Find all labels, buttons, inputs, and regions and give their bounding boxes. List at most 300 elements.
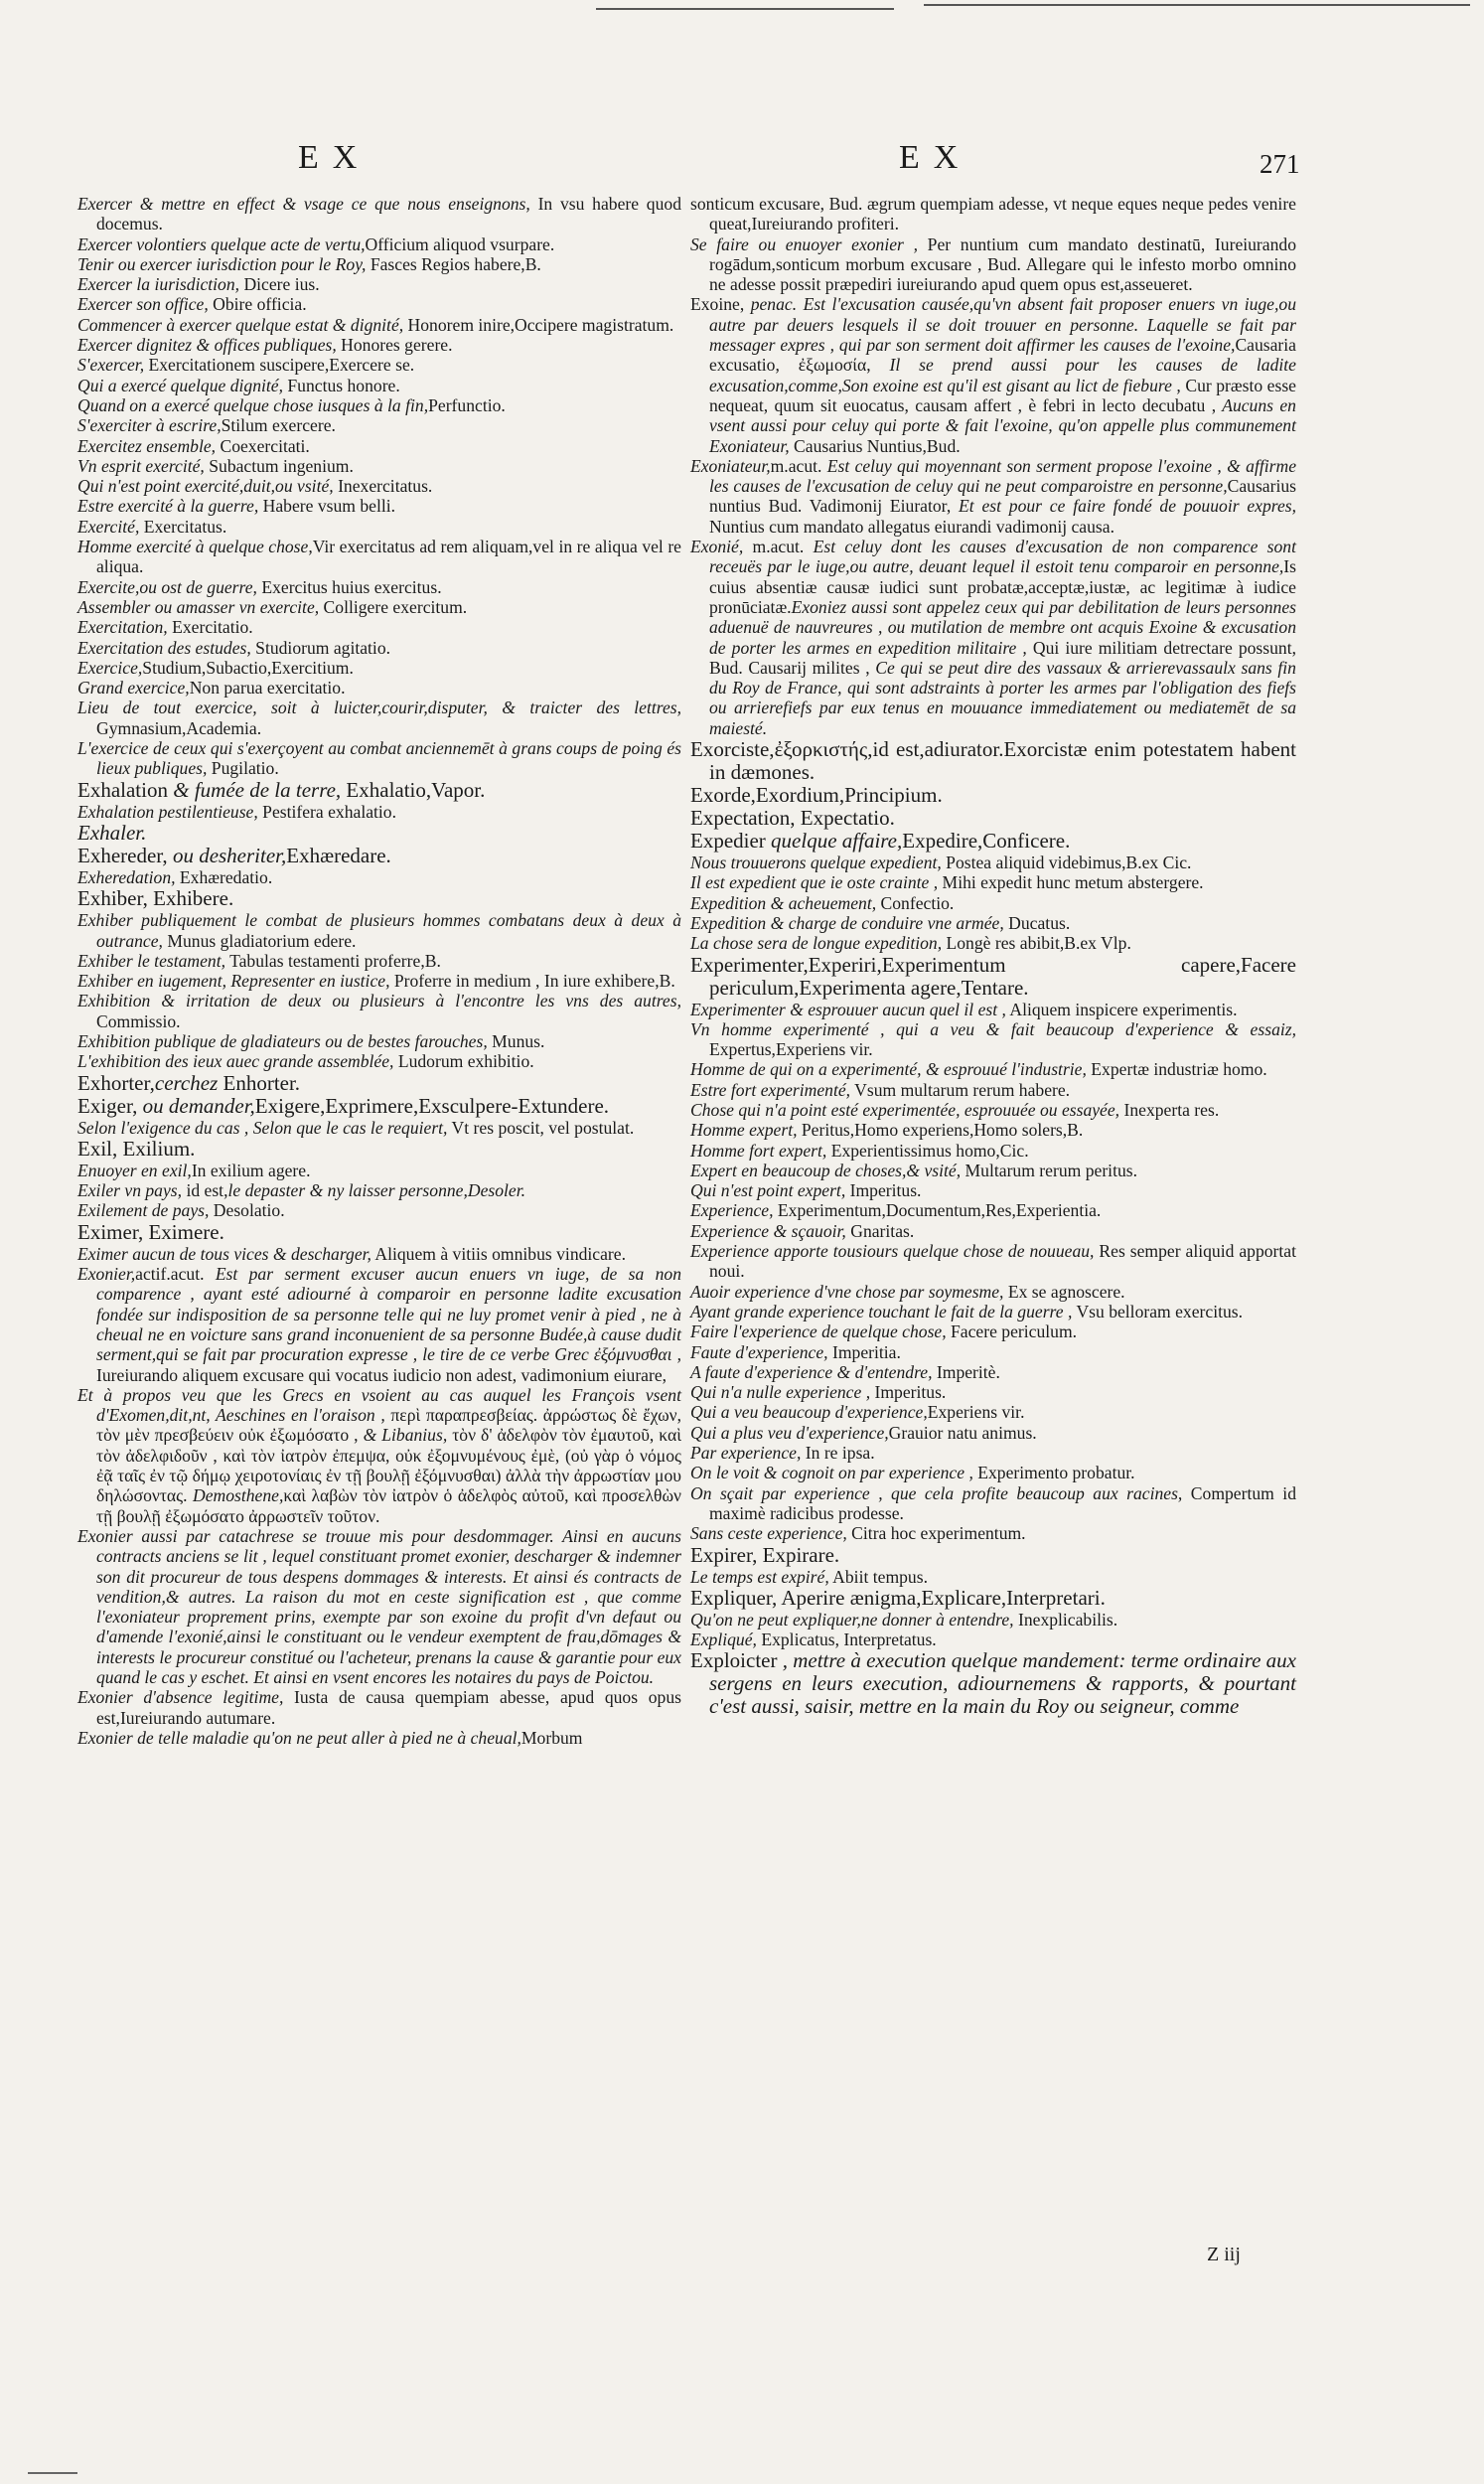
dictionary-entry [690,537,1296,738]
latin-text: Experientissimus homo,Cic. [826,1140,1029,1161]
french-text: Auoir experience d'vne chose par soymesme, [690,1281,1004,1302]
french-text: Experimenter & esprouuer aucun quel il est , [690,999,1006,1019]
latin-text: Exhiber, [77,886,148,911]
latin-text: Colligere exercitum. [319,596,468,617]
french-text: Exercer & mettre en effect & vsage ce que nous enseignons, [77,194,530,214]
dictionary-entry [77,517,681,537]
latin-text: Multarum rerum peritus. [961,1160,1137,1180]
dictionary-entry [690,456,1296,537]
latin-text: id est, [182,1180,228,1201]
french-text: Estre exercité à la guerre, [77,496,259,517]
dictionary-entry [77,951,681,971]
left-column [77,194,681,1748]
french-text: Qui n'est point expert, [690,1180,846,1201]
latin-text: Coexercitati. [216,435,310,456]
latin-text: Explicatus, Interpretatus. [756,1630,937,1650]
latin-text: Exhalatio,Vapor. [341,777,486,802]
latin-text: Inexperta res. [1119,1099,1220,1120]
dictionary-entry [690,1443,1296,1463]
latin-text: Causarius Nuntius,Bud. [789,435,961,456]
french-text: Exhiber publiquement le combat de plusieurs hommes combatans deux à deux à outrance, [77,910,681,951]
dictionary-entry [77,1161,681,1180]
french-text: Demosthene, [192,1485,284,1506]
french-text: On le voit & cognoit on par experience , [690,1463,973,1483]
dictionary-entry [77,971,681,991]
latin-text: Nuntius cum mandato allegatus eiurandi vadimonij causa. [709,516,1114,537]
latin-text: Is cuius absentiæ causæ iudici sunt probatæ,acceptæ,iustæ, ac legitimæ à iudice pronūciatæ. [709,556,1296,617]
dictionary-entry [690,1221,1296,1241]
dictionary-entry [77,1031,681,1051]
french-text: Quand on a exercé quelque chose iusques à la fin, [77,394,429,415]
dictionary-entry [690,1649,1296,1718]
latin-text: τὸν δ' ἀδελφὸν τὸν ἐμαυτοῦ, καὶ τὸν ἀδελφιδοῦν , καὶ τὸν ἰατρὸν ἐπεμψα, οὐκ ἐξομνυμένους ἐμὲ, (οὐ γὰρ ὁ νόμος ἐᾷ ταῖς ἐν τῷ δήμῳ χειροτονίαις ἐν τῇ βουλῇ ἐξόμνυσθαι) ἀλλὰ τὴν ἀρρωστίαν μου δηλώσοντας. [96,1425,681,1506]
french-text: Vn esprit exercité, [77,455,205,476]
dictionary-entry [690,1059,1296,1079]
french-text: Exoniateur, [690,455,771,476]
dictionary-entry [690,1362,1296,1382]
latin-text: Stilum exercere. [221,415,336,436]
french-text: Exercer la iurisdiction, [77,274,240,295]
dictionary-entry [690,1382,1296,1402]
french-text: Nous trouuerons quelque expedient, [690,853,942,873]
french-text: Homme fort expert, [690,1140,827,1161]
latin-text: Exercitatus. [139,516,227,537]
french-text: Qui a plus veu d'experience, [690,1422,889,1443]
latin-text: Ex se agnoscere. [1003,1281,1125,1302]
french-text: Et est pour ce faire fondé de pouuoir expres, [951,496,1296,517]
french-text: Enuoyer en exil, [77,1160,192,1180]
french-text: Est par serment excuser aucun enuers vn iuge, de sa non comparence , ayant esté adiourné à comparoir en personne ladite excusation fondée sur indisposition de sa personne telle qui ne luy promet venir à pied , ne à cheual ne en voicture sans grand inconuenient de sa personne Budée,à cause dudit serment,qui se fait par procuration expresse , le tire de ce verbe Grec ἐξόμνυσθαι , [96,1264,681,1365]
latin-text: Grauior natu animus. [888,1422,1037,1443]
french-text: Exercer dignitez & offices publiques, [77,335,337,356]
french-text: ou desheriter, [167,843,287,867]
latin-text: Exil, [77,1136,118,1161]
latin-text: Per nuntium cum mandato destinatū, Iureiurando rogādum,sonticum morbum excusare , Bud. Allegare qui le infesto morbo omnino ne adesse possit præpediri iureiurando apud quem opus est,asseueret. [709,233,1296,295]
latin-text: Experiri,Experimentum capere,Facere periculum,Experimenta agere,Tentare. [709,952,1296,1000]
dictionary-entry [77,597,681,617]
dictionary-entry [77,1221,681,1244]
french-text: Exercitation des estudes, [77,637,251,658]
dictionary-entry [690,1000,1296,1019]
latin-text: Experimenter, [690,952,809,977]
latin-text: Exhalation [77,777,168,802]
french-text: Exiler vn pays, [77,1180,183,1201]
french-text: Expedition & acheuement, [690,892,877,913]
latin-text: Proferre in medium , In iure exhibere,B. [389,971,675,992]
latin-text: Honores gerere. [336,335,453,356]
french-text: Expedition & charge de conduire vne armée, [690,912,1004,933]
latin-text: Eximer, [77,1219,144,1244]
dictionary-entry [690,1141,1296,1161]
french-text: Tenir ou exercer iurisdiction pour le Roy, [77,253,367,274]
latin-text: Exhæredare. [286,843,391,867]
french-text: Par experience, [690,1443,802,1464]
latin-text: Munus gladiatorium edere. [162,930,357,951]
french-text: La chose sera de longue expedition, [690,933,943,954]
french-text: Qui n'est point exercité,duit,ou vsité, [77,476,334,497]
french-text: Homme exercité à quelque chose, [77,537,313,557]
dictionary-entry [690,1610,1296,1630]
running-head-left: EX [298,139,371,176]
latin-text: Citra hoc experimentum. [846,1523,1026,1544]
french-text: Experience & sçauoir, [690,1220,846,1241]
dictionary-entry [77,991,681,1031]
dictionary-entry [77,376,681,395]
latin-text: Imperitia. [827,1341,901,1362]
page-number: 271 [1260,149,1300,179]
top-rule [596,8,894,10]
french-text: L'exercice de ceux qui s'exerçoyent au combat anciennemēt à grans coups de poing és lieux publiques, [77,738,681,779]
right-column [690,194,1296,1718]
dictionary-entry [690,1302,1296,1321]
dictionary-entry [77,1687,681,1728]
latin-text: Ducatus. [1003,912,1071,933]
latin-text: Studium,Subactio,Exercitium. [142,657,354,678]
latin-text: Res semper aliquid apportat noui. [709,1241,1296,1282]
latin-text: Postea aliquid videbimus,B.ex Cic. [941,853,1192,873]
latin-text: Expirer, [690,1542,758,1567]
dictionary-entry [77,698,681,738]
latin-text: Eximere. [143,1219,224,1244]
french-text: Exhibition & irritation de deux ou plusieurs à l'encontre les vns des autres, [77,991,681,1011]
french-text: L'exhibition des ieux auec grande assemblée, [77,1051,394,1072]
dictionary-entry [690,1241,1296,1282]
french-text: Grand exercice, [77,678,190,699]
latin-text: m.acut. [770,455,827,476]
latin-text: Inexplicabilis. [1013,1609,1118,1630]
latin-text: Dicere ius. [239,274,320,295]
french-text: Vn homme experimenté , qui a veu & fait beaucoup d'experience & essaiz, [690,1018,1296,1039]
french-text: S'exercer, [77,355,145,376]
latin-text: Exhereder, [77,843,168,867]
dictionary-entry [77,1051,681,1071]
dictionary-entry [690,1402,1296,1422]
latin-text: Aperire ænigma,Explicare,Interpretari. [777,1585,1106,1610]
french-text: Exercice, [77,657,143,678]
latin-text: Officium aliquod vsurpare. [365,233,555,254]
french-text: Qui n'a nulle experience , [690,1382,871,1403]
dictionary-entry [690,1463,1296,1482]
dictionary-entry [77,910,681,951]
latin-text: Compertum id maximè radicibus prodesse. [709,1482,1296,1523]
latin-text: Expliquer, [690,1585,778,1610]
french-text: Lieu de tout exercice, soit à luicter,courir,disputer, & traicter des lettres, [77,698,681,718]
latin-text: Imperitus. [870,1382,947,1403]
dictionary-entry [690,1423,1296,1443]
dictionary-entry [690,872,1296,892]
dictionary-entry [77,822,681,845]
dictionary-entry [690,1483,1296,1524]
dictionary-entry [690,1567,1296,1587]
dictionary-entry [77,1385,681,1526]
running-head-right: EX [899,139,972,176]
dictionary-entry [690,830,1296,853]
latin-text: Exoine, [690,294,745,315]
latin-text: Exhæredatio. [175,866,273,887]
french-text: Exoniez aussi sont appelez ceux qui par debilitation de leurs personnes aduenuë de nauvreures , ou mutilation de membre ont acquis Exoine & excusation de porter les armes en expedition militaire , [709,596,1296,658]
french-text: Se faire ou enuoyer exonier , [690,233,918,254]
french-text: Exercite,ou ost de guerre, [77,576,257,597]
latin-text: Obire officia. [208,294,307,315]
french-text: Le temps est expiré, [690,1566,829,1587]
latin-text: Expirare. [757,1542,840,1567]
french-text: Exhaler. [77,820,147,845]
french-text: Expert en beaucoup de choses,& vsité, [690,1160,962,1180]
french-text: Experience, [690,1200,774,1221]
dictionary-entry [690,1120,1296,1140]
latin-text: Commissio. [96,1010,181,1031]
latin-text: Mihi expedit hunc metum abstergere. [938,872,1204,893]
dictionary-entry [77,845,681,867]
latin-text: Exercitatio. [167,617,253,638]
latin-text: Aliquem à vitiis omnibus vindicare. [371,1243,626,1264]
latin-text: In vsu habere quod docemus. [96,194,681,234]
dictionary-entry [77,1180,681,1200]
dictionary-entry [77,1200,681,1220]
french-text: Exonié, [690,537,744,557]
dictionary-entry [77,496,681,516]
french-text: Qui a veu beaucoup d'experience, [690,1402,928,1423]
french-text: Exercer son office, [77,294,209,315]
dictionary-entry [77,1728,681,1748]
latin-text: Expertus,Experiens vir. [709,1039,873,1060]
dictionary-entry [77,802,681,822]
latin-text: Honorem inire,Occipere magistratum. [403,314,674,335]
latin-text: Gnaritas. [845,1220,915,1241]
dictionary-entry [690,893,1296,913]
french-text: & Libanius, [363,1425,453,1446]
dictionary-entry [690,738,1296,784]
latin-text: Exigere,Exprimere,Exsculpere-Extundere. [254,1093,610,1118]
dictionary-entry [690,1587,1296,1610]
dictionary-entry [690,194,1296,234]
french-text: Et à propos veu que les Grecs en vsoient au cas auquel les François vsent d'Exomen,dit,nt, Aeschines en l'oraison , [77,1384,681,1426]
dictionary-entry [77,1118,681,1138]
french-text: Experience apporte tousiours quelque chose de nouueau, [690,1241,1095,1262]
latin-text: In re ipsa. [801,1443,875,1464]
latin-text: Functus honore. [282,375,400,395]
latin-text: Peritus,Homo experiens,Homo solers,B. [797,1120,1084,1141]
latin-text: Vsu belloram exercitus. [1072,1301,1244,1321]
latin-text: Longè res abibit,B.ex Vlp. [942,933,1131,954]
latin-text: Experimentum,Documentum,Res,Experientia. [773,1200,1102,1221]
french-text: Ayant grande experience touchant le fait de la guerre , [690,1301,1073,1321]
french-text: Exonier aussi par catachrese se trouue mis pour desdommager. Ainsi en aucuns contracts anciens se lit , lequel constituant promet exonier, descharger & indemner son dit procureur de tous despens dommages & interests. Et ainsi és contracts de vendition,& autres. La raison du mot en ceste signification est , que comme l'exoniateur proprement prins, exempte par son exoine du profit d'vn defaut ou d'amende l'exonié,ainsi le constituant ou le vendeur exemptent de frau,dōmages & interests le procureur constitué ou l'acheteur, prenans la cause & garantie pour eux quand le cas y eschet. Et ainsi en vsent encores les notaires du pays de Poictou. [77,1525,681,1687]
french-text: Exercité, [77,516,140,537]
french-text: S'exerciter à escrire, [77,415,222,436]
dictionary-entry [690,807,1296,830]
dictionary-entry [690,1161,1296,1180]
french-text: & fumée de la terre, [167,777,342,802]
dictionary-entry [690,1080,1296,1100]
dictionary-entry [77,315,681,335]
dictionary-entry [690,933,1296,953]
french-text: Est celuy dont les causes d'excusation de non comparence sont receuës par le iuge,ou autre, deuant lequel il estoit tenu comparoir en personne, [709,537,1296,577]
french-text: Expliqué, [690,1630,757,1650]
dictionary-entry [77,1526,681,1687]
french-text: Aucuns en vsent aussi pour celuy qui porte & fait l'exoine, qu'on appelle plus communement Exoniateur, [709,394,1296,456]
signature-mark: Z iij [1207,2244,1241,2265]
french-text: Exhiber en iugement, Representer en iustice, [77,971,390,992]
latin-text: Tabulas testamenti proferre,B. [225,950,441,971]
french-text: Exercer volontiers quelque acte de vertu, [77,233,366,254]
latin-text: ἐξορκιστής,id est,adiurator.Exorcistæ enim potestatem habent in dæmones. [709,737,1296,785]
french-text: , mettre à execution quelque mandement: terme ordinaire aux sergens en leurs execution, adiournemens & rapports, & pourtant c'est aussi, saisir, mettre en la main du Roy ou seigneur, comme [709,1648,1296,1719]
french-text: Ce qui se peut dire des vassaux & arrierevassaulx sans fin du Roy de France, qui sont adstraints à porter les armes par l'obligation des fiefs ou arrierefiefs par eux tenus en mouuance immediatement ou mediatemēt de sa maiesté. [709,657,1296,738]
latin-text: Exilium. [117,1136,196,1161]
french-text: Estre fort experimenté, [690,1079,851,1100]
dictionary-entry [77,1072,681,1095]
latin-text: Qui iure militiam detrectare possunt, Bud. Causarij milites , [709,637,1296,678]
french-text: cerchez [154,1070,219,1095]
latin-text: sonticum excusare, Bud. ægrum quempiam adesse, vt neque eques neque pedes venire queat,Iureiurando profiteri. [690,194,1296,234]
latin-text: Pestifera exhalatio. [257,801,396,822]
dictionary-entry [690,954,1296,1000]
dictionary-entry [77,234,681,254]
french-text: A faute d'experience & d'entendre, [690,1361,933,1382]
french-text: Selon l'exigence du cas , Selon que le cas le requiert, [77,1117,448,1138]
dictionary-entry [77,436,681,456]
french-text: Exheredation, [77,866,176,887]
latin-text: Pugilatio. [207,758,279,779]
french-text: Chose qui n'a point esté experimentée, esprouuée ou essayée, [690,1099,1120,1120]
french-text: quelque affaire, [765,829,903,854]
latin-text: Exiger, [77,1093,138,1118]
latin-text: Gymnasium,Academia. [96,717,262,738]
dictionary-entry [77,638,681,658]
latin-text: Expertæ industriæ homo. [1086,1059,1267,1080]
latin-text: Abiit tempus. [828,1566,928,1587]
french-text: Exhibition publique de gladiateurs ou de bestes farouches, [77,1030,488,1051]
french-text: Faire l'experience de quelque chose, [690,1321,947,1342]
latin-text: Causarius nuntius Bud. Vadimonij Eiurator, [709,476,1296,517]
latin-text: Exercitus huius exercitus. [256,576,442,597]
french-text: Exercitez ensemble, [77,435,217,456]
latin-text: Studiorum agitatio. [250,637,391,658]
latin-text: Confectio. [876,892,955,913]
dictionary-entry [690,1019,1296,1060]
dictionary-entry [77,577,681,597]
dictionary-entry [77,476,681,496]
dictionary-entry [77,537,681,577]
french-text: Il est expedient que ie oste crainte , [690,872,939,893]
french-text: Commencer à exercer quelque estat & dignité, [77,314,404,335]
french-text: Sans ceste experience, [690,1523,847,1544]
latin-text: περὶ παραπρεσβείας. ἀρρώστως δὲ ἔχων, τὸν μὲν πρεσβεύειν οὐκ ἐξωμόσατο , [96,1405,681,1446]
dictionary-entry [690,1282,1296,1302]
latin-text: Aliquem inspicere experimentis. [1005,999,1238,1019]
dictionary-entry [690,1523,1296,1543]
latin-text: καὶ λαβὼν τὸν ἰατρὸν ὁ ἀδελφὸς αὐτοῦ, καὶ προσελθὼν τῇ βουλῇ ἐξωμόσατο ἀρρωστεῖν τοῦτον. [96,1485,682,1526]
dictionary-entry [690,1544,1296,1567]
dictionary-entry [690,784,1296,807]
french-text: Homme expert, [690,1120,798,1141]
latin-text: Exploicter [690,1648,778,1673]
dictionary-entry [690,1180,1296,1200]
french-text: Homme de qui on a experimenté, & esprouué l'industrie, [690,1059,1087,1080]
dictionary-entry [77,887,681,910]
latin-text: Imperitus. [845,1180,922,1201]
latin-text: Cur præsto esse nequeat, quum sit euocatus, causam affert , è febri in lecto decubatu , [709,375,1296,415]
french-text: Exercitation, [77,617,168,638]
dictionary-entry [690,1321,1296,1341]
dictionary-entry [77,274,681,294]
latin-text: Vir exercitatus ad rem aliquam,vel in re aliqua vel re aliqua. [96,537,681,577]
french-text: Exonier de telle maladie qu'on ne peut aller à pied ne à cheual, [77,1727,521,1748]
latin-text: Ludorum exhibitio. [393,1051,534,1072]
latin-text: Munus. [487,1030,545,1051]
dictionary-entry [690,913,1296,933]
latin-text: Imperitè. [932,1361,1000,1382]
dictionary-entry [690,294,1296,455]
french-text: On sçait par experience , que cela profite beaucoup aux racines, [690,1482,1183,1503]
dictionary-entry [77,294,681,314]
latin-text: Expedire,Conficere. [902,829,1071,854]
french-text: penac. [744,294,804,315]
french-text: le depaster & ny laisser personne,Desoler. [227,1180,526,1201]
latin-text: Fasces Regios habere,B. [366,253,541,274]
french-text: Eximer aucun de tous vices & descharger, [77,1243,371,1264]
dictionary-entry [77,678,681,698]
latin-text: Non parua exercitatio. [189,678,346,699]
latin-text: Subactum ingenium. [204,455,354,476]
latin-text: Perfunctio. [428,394,506,415]
latin-text: Enhorter. [218,1070,301,1095]
dictionary-entry [77,1264,681,1385]
french-text: Qu'on ne peut expliquer,ne donner à entendre, [690,1609,1014,1630]
latin-text: Expectation, [690,806,796,831]
dictionary-entry [77,395,681,415]
french-text: Il se prend aussi pour les causes de ladite excusation,comme,Son exoine est qu'il est gisant au lict de fiebure , [709,355,1296,395]
latin-text: Facere periculum. [946,1321,1078,1342]
dictionary-entry [77,456,681,476]
dictionary-entry [77,335,681,355]
dictionary-entry [77,355,681,375]
latin-text: Vt res poscit, vel postulat. [447,1117,635,1138]
dictionary-entry [690,1630,1296,1649]
dictionary-entry [690,853,1296,872]
latin-text: Expectatio. [795,806,895,831]
latin-text: Expedier [690,829,766,854]
french-text: Assembler ou amasser vn exercite, [77,596,320,617]
latin-text: Experimento probatur. [972,1463,1135,1483]
dictionary-entry [690,1342,1296,1362]
dictionary-entry [77,617,681,637]
french-text: Exhiber le testament, [77,950,226,971]
dictionary-entry [77,415,681,435]
latin-text: Morbum [520,1727,583,1748]
latin-text: Habere vsum belli. [258,496,396,517]
french-text: Exonier d'absence legitime, [77,1687,284,1708]
latin-text: In exilium agere. [191,1160,311,1180]
french-text: Exilement de pays, [77,1200,210,1221]
latin-text: Exhorter, [77,1070,155,1095]
dictionary-entry [690,1100,1296,1120]
latin-text: Exercitationem suscipere,Exercere se. [144,355,415,376]
latin-text: actif.acut. [135,1264,205,1285]
french-text: Qui a exercé quelque dignité, [77,375,283,395]
french-text: Faute d'experience, [690,1341,828,1362]
latin-text: Causaria excusatio, ἐξωμοσία, [709,335,1296,376]
dictionary-entry [690,1200,1296,1220]
dictionary-entry [690,234,1296,295]
latin-text: m.acut. [743,537,814,557]
latin-text: Iusta de causa quempiam abesse, apud quos opus est,Iureiurando autumare. [96,1687,681,1728]
dictionary-entry [77,194,681,234]
dictionary-entry [77,658,681,678]
top-rule-right [924,4,1470,6]
french-text: Exhalation pestilentieuse, [77,801,258,822]
